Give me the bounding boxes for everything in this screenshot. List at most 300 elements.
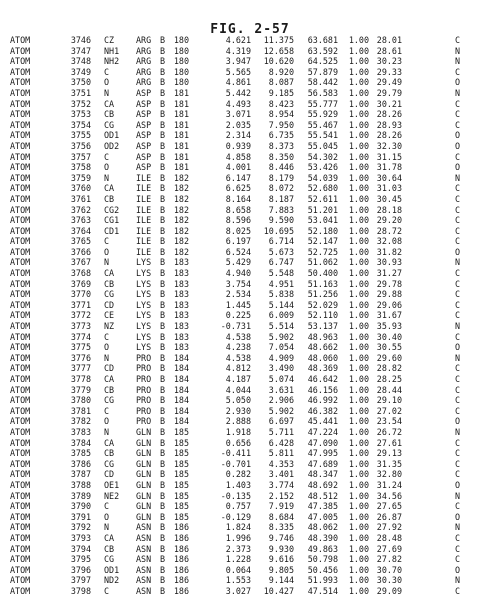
b-factor: 30.93 xyxy=(376,257,402,268)
atom-name: NH2 xyxy=(104,56,120,67)
occupancy: 1.00 xyxy=(348,35,369,45)
element-symbol: O xyxy=(455,342,461,353)
record-type: ATOM xyxy=(10,98,31,109)
element-symbol: C xyxy=(455,119,461,130)
b-factor: 30.70 xyxy=(376,564,402,575)
coord-x: 6.197 xyxy=(225,236,251,247)
b-factor: 28.61 xyxy=(376,45,402,56)
occupancy: 1.00 xyxy=(348,575,369,586)
coord-y: 8.373 xyxy=(268,140,294,151)
residue-seq: 182 xyxy=(173,172,189,183)
b-factor: 26.87 xyxy=(376,511,402,522)
coord-y: 9.185 xyxy=(268,87,294,98)
chain-id: B xyxy=(160,98,166,109)
atom-row xyxy=(0,310,500,321)
atom-row xyxy=(0,575,500,586)
record-type: ATOM xyxy=(10,384,31,395)
atom-name: NZ xyxy=(104,321,115,332)
coord-x: 4.812 xyxy=(225,363,251,374)
residue-name: ILE xyxy=(136,183,152,194)
coord-z: 47.514 xyxy=(307,585,338,596)
chain-id: B xyxy=(160,87,166,98)
coord-x: 5.429 xyxy=(225,257,251,268)
residue-name: PRO xyxy=(136,416,152,427)
residue-seq: 186 xyxy=(173,522,189,533)
chain-id: B xyxy=(160,246,166,257)
coord-z: 46.382 xyxy=(307,405,338,416)
b-factor: 35.93 xyxy=(376,321,402,332)
b-factor: 27.82 xyxy=(376,554,402,565)
atom-serial: 3748 xyxy=(70,56,91,67)
record-type: ATOM xyxy=(10,490,31,501)
residue-seq: 186 xyxy=(173,532,189,543)
b-factor: 30.45 xyxy=(376,193,402,204)
residue-seq: 182 xyxy=(173,236,189,247)
coord-z: 48.062 xyxy=(307,522,338,533)
record-type: ATOM xyxy=(10,374,31,384)
coord-z: 50.400 xyxy=(307,268,338,279)
b-factor: 31.15 xyxy=(376,151,402,162)
chain-id: B xyxy=(160,374,166,384)
atom-row xyxy=(0,448,500,459)
record-type: ATOM xyxy=(10,109,31,120)
occupancy: 1.00 xyxy=(348,448,369,459)
element-symbol: C xyxy=(455,236,461,247)
record-type: ATOM xyxy=(10,45,31,56)
coord-y: 9.616 xyxy=(268,554,294,565)
occupancy: 1.00 xyxy=(348,299,369,310)
atom-name: CD1 xyxy=(104,225,120,236)
residue-name: LYS xyxy=(136,268,152,279)
residue-name: ARG xyxy=(136,77,152,88)
coord-z: 47.385 xyxy=(307,501,338,512)
chain-id: B xyxy=(160,458,166,469)
residue-seq: 185 xyxy=(173,511,189,522)
record-type: ATOM xyxy=(10,172,31,183)
residue-seq: 182 xyxy=(173,183,189,194)
coord-y: 9.144 xyxy=(268,575,294,586)
element-symbol: C xyxy=(455,109,461,120)
occupancy: 1.00 xyxy=(348,352,369,363)
residue-seq: 186 xyxy=(173,543,189,554)
element-symbol: C xyxy=(455,363,461,374)
chain-id: B xyxy=(160,405,166,416)
element-symbol: C xyxy=(455,151,461,162)
occupancy: 1.00 xyxy=(348,151,369,162)
coord-z: 49.863 xyxy=(307,543,338,554)
atom-row xyxy=(0,438,500,449)
element-symbol: C xyxy=(455,183,461,194)
occupancy: 1.00 xyxy=(348,416,369,427)
coord-y: 5.548 xyxy=(268,268,294,279)
b-factor: 28.25 xyxy=(376,374,402,384)
residue-seq: 186 xyxy=(173,585,189,596)
occupancy: 1.00 xyxy=(348,490,369,501)
occupancy: 1.00 xyxy=(348,130,369,141)
occupancy: 1.00 xyxy=(348,183,369,194)
atom-row xyxy=(0,88,500,99)
element-symbol: C xyxy=(455,585,461,596)
coord-x: 0.225 xyxy=(225,310,251,321)
b-factor: 29.49 xyxy=(376,77,402,88)
element-symbol: C xyxy=(455,448,461,459)
residue-seq: 184 xyxy=(173,374,189,384)
atom-serial: 3768 xyxy=(70,268,91,279)
coord-z: 51.201 xyxy=(307,204,338,215)
occupancy: 1.00 xyxy=(348,45,369,56)
occupancy: 1.00 xyxy=(348,384,369,395)
atom-row xyxy=(0,321,500,332)
chain-id: B xyxy=(160,585,166,596)
element-symbol: O xyxy=(455,130,461,141)
occupancy: 1.00 xyxy=(348,98,369,109)
atom-row xyxy=(0,565,500,576)
coord-x: -0.135 xyxy=(220,490,251,501)
atom-name: CD xyxy=(104,299,115,310)
element-symbol: C xyxy=(455,331,461,342)
coord-y: 7.883 xyxy=(268,204,294,215)
atom-serial: 3763 xyxy=(70,215,91,226)
atom-serial: 3777 xyxy=(70,363,91,374)
coord-z: 56.583 xyxy=(307,87,338,98)
occupancy: 1.00 xyxy=(348,405,369,416)
b-factor: 30.21 xyxy=(376,98,402,109)
residue-seq: 180 xyxy=(173,66,189,77)
atom-name: CB xyxy=(104,448,115,459)
atom-row xyxy=(0,215,500,226)
coord-x: 4.493 xyxy=(225,98,251,109)
chain-id: B xyxy=(160,109,166,120)
residue-seq: 186 xyxy=(173,575,189,586)
atom-serial: 3749 xyxy=(70,66,91,77)
coord-z: 52.680 xyxy=(307,183,338,194)
atom-row xyxy=(0,416,500,427)
chain-id: B xyxy=(160,352,166,363)
atom-name: CA xyxy=(104,532,115,543)
atom-serial: 3760 xyxy=(70,183,91,194)
coord-z: 55.777 xyxy=(307,98,338,109)
atom-row xyxy=(0,289,500,300)
atom-serial: 3793 xyxy=(70,532,91,543)
chain-id: B xyxy=(160,363,166,374)
residue-seq: 183 xyxy=(173,342,189,353)
atom-name: CG xyxy=(104,119,115,130)
residue-name: LYS xyxy=(136,257,152,268)
atom-serial: 3789 xyxy=(70,490,91,501)
atom-serial: 3747 xyxy=(70,45,91,56)
residue-name: LYS xyxy=(136,321,152,332)
coord-x: 1.996 xyxy=(225,532,251,543)
chain-id: B xyxy=(160,501,166,512)
chain-id: B xyxy=(160,45,166,56)
element-symbol: N xyxy=(455,321,461,332)
residue-name: GLN xyxy=(136,469,152,480)
residue-name: ASP xyxy=(136,140,152,151)
residue-seq: 184 xyxy=(173,352,189,363)
atom-serial: 3764 xyxy=(70,225,91,236)
residue-name: ASP xyxy=(136,130,152,141)
coord-x: 0.656 xyxy=(225,437,251,448)
coord-y: 6.747 xyxy=(268,257,294,268)
atom-name: CE xyxy=(104,310,115,321)
atom-name: OE1 xyxy=(104,479,120,490)
coord-y: 5.811 xyxy=(268,448,294,459)
residue-name: ASN xyxy=(136,543,152,554)
chain-id: B xyxy=(160,162,166,173)
residue-name: ASN xyxy=(136,532,152,543)
residue-seq: 184 xyxy=(173,416,189,427)
occupancy: 1.00 xyxy=(348,77,369,88)
record-type: ATOM xyxy=(10,511,31,522)
coord-x: 1.445 xyxy=(225,299,251,310)
residue-name: ASP xyxy=(136,109,152,120)
atom-name: O xyxy=(104,77,110,88)
occupancy: 1.00 xyxy=(348,331,369,342)
element-symbol: C xyxy=(455,532,461,543)
b-factor: 30.30 xyxy=(376,575,402,586)
element-symbol: C xyxy=(455,35,461,45)
atom-row xyxy=(0,99,500,110)
chain-id: B xyxy=(160,172,166,183)
residue-seq: 181 xyxy=(173,130,189,141)
residue-seq: 183 xyxy=(173,268,189,279)
atom-name: O xyxy=(104,511,110,522)
residue-name: ILE xyxy=(136,215,152,226)
atom-name: N xyxy=(104,257,110,268)
residue-seq: 180 xyxy=(173,77,189,88)
occupancy: 1.00 xyxy=(348,119,369,130)
coord-z: 52.725 xyxy=(307,246,338,257)
element-symbol: C xyxy=(455,204,461,215)
residue-name: ARG xyxy=(136,45,152,56)
residue-name: ASP xyxy=(136,162,152,173)
occupancy: 1.00 xyxy=(348,564,369,575)
residue-name: ASN xyxy=(136,522,152,533)
element-symbol: O xyxy=(455,479,461,490)
occupancy: 1.00 xyxy=(348,87,369,98)
atom-name: NH1 xyxy=(104,45,120,56)
atom-name: O xyxy=(104,162,110,173)
atom-serial: 3782 xyxy=(70,416,91,427)
atom-serial: 3773 xyxy=(70,321,91,332)
residue-seq: 185 xyxy=(173,490,189,501)
coord-y: 8.179 xyxy=(268,172,294,183)
chain-id: B xyxy=(160,469,166,480)
record-type: ATOM xyxy=(10,87,31,98)
atom-serial: 3752 xyxy=(70,98,91,109)
record-type: ATOM xyxy=(10,66,31,77)
atom-serial: 3755 xyxy=(70,130,91,141)
occupancy: 1.00 xyxy=(348,109,369,120)
atom-serial: 3751 xyxy=(70,87,91,98)
atom-serial: 3767 xyxy=(70,257,91,268)
residue-name: LYS xyxy=(136,278,152,289)
atom-name: CG xyxy=(104,554,115,565)
element-symbol: C xyxy=(455,310,461,321)
atom-serial: 3756 xyxy=(70,140,91,151)
record-type: ATOM xyxy=(10,437,31,448)
coord-z: 50.798 xyxy=(307,554,338,565)
atom-row xyxy=(0,279,500,290)
atom-serial: 3753 xyxy=(70,109,91,120)
coord-x: -0.701 xyxy=(220,458,251,469)
residue-name: ASN xyxy=(136,564,152,575)
atom-serial: 3784 xyxy=(70,437,91,448)
coord-y: 3.401 xyxy=(268,469,294,480)
record-type: ATOM xyxy=(10,543,31,554)
atom-name: ND2 xyxy=(104,575,120,586)
residue-seq: 183 xyxy=(173,299,189,310)
occupancy: 1.00 xyxy=(348,246,369,257)
record-type: ATOM xyxy=(10,225,31,236)
record-type: ATOM xyxy=(10,119,31,130)
b-factor: 29.33 xyxy=(376,66,402,77)
atom-serial: 3785 xyxy=(70,448,91,459)
residue-name: LYS xyxy=(136,289,152,300)
record-type: ATOM xyxy=(10,140,31,151)
b-factor: 30.64 xyxy=(376,172,402,183)
coord-y: 5.144 xyxy=(268,299,294,310)
coord-y: 4.909 xyxy=(268,352,294,363)
coord-z: 48.963 xyxy=(307,331,338,342)
atom-row xyxy=(0,300,500,311)
atom-serial: 3762 xyxy=(70,204,91,215)
record-type: ATOM xyxy=(10,405,31,416)
coord-z: 48.369 xyxy=(307,363,338,374)
coord-y: 3.631 xyxy=(268,384,294,395)
coord-z: 48.662 xyxy=(307,342,338,353)
atom-row xyxy=(0,268,500,279)
record-type: ATOM xyxy=(10,77,31,88)
coord-x: 4.001 xyxy=(225,162,251,173)
atom-name: O xyxy=(104,342,110,353)
b-factor: 31.24 xyxy=(376,479,402,490)
atom-row xyxy=(0,173,500,184)
residue-name: GLN xyxy=(136,490,152,501)
atom-name: N xyxy=(104,522,110,533)
element-symbol: C xyxy=(455,395,461,406)
occupancy: 1.00 xyxy=(348,268,369,279)
coord-z: 53.137 xyxy=(307,321,338,332)
record-type: ATOM xyxy=(10,268,31,279)
atom-serial: 3746 xyxy=(70,35,91,45)
coord-x: 2.534 xyxy=(225,289,251,300)
atom-row xyxy=(0,522,500,533)
residue-name: GLN xyxy=(136,458,152,469)
atom-name: C xyxy=(104,585,110,596)
element-symbol: C xyxy=(455,384,461,395)
occupancy: 1.00 xyxy=(348,204,369,215)
atom-name: CA xyxy=(104,374,115,384)
coord-x: 0.064 xyxy=(225,564,251,575)
b-factor: 29.60 xyxy=(376,352,402,363)
chain-id: B xyxy=(160,278,166,289)
residue-seq: 181 xyxy=(173,140,189,151)
coord-y: 5.902 xyxy=(268,331,294,342)
coord-y: 7.950 xyxy=(268,119,294,130)
atom-name: C xyxy=(104,236,110,247)
chain-id: B xyxy=(160,554,166,565)
coord-z: 46.992 xyxy=(307,395,338,406)
coord-y: 7.054 xyxy=(268,342,294,353)
atom-row xyxy=(0,480,500,491)
atom-serial: 3781 xyxy=(70,405,91,416)
coord-z: 57.879 xyxy=(307,66,338,77)
record-type: ATOM xyxy=(10,193,31,204)
residue-seq: 185 xyxy=(173,469,189,480)
residue-name: PRO xyxy=(136,363,152,374)
chain-id: B xyxy=(160,479,166,490)
occupancy: 1.00 xyxy=(348,172,369,183)
b-factor: 31.35 xyxy=(376,458,402,469)
residue-name: ASP xyxy=(136,119,152,130)
element-symbol: O xyxy=(455,246,461,257)
coord-x: 8.658 xyxy=(225,204,251,215)
atom-name: CZ xyxy=(104,35,115,45)
atom-serial: 3766 xyxy=(70,246,91,257)
element-symbol: N xyxy=(455,575,461,586)
element-symbol: N xyxy=(455,45,461,56)
chain-id: B xyxy=(160,130,166,141)
coord-x: 0.757 xyxy=(225,501,251,512)
residue-name: ILE xyxy=(136,236,152,247)
record-type: ATOM xyxy=(10,56,31,67)
residue-seq: 184 xyxy=(173,363,189,374)
residue-name: GLN xyxy=(136,479,152,490)
coord-y: 12.658 xyxy=(263,45,294,56)
b-factor: 28.01 xyxy=(376,35,402,45)
element-symbol: C xyxy=(455,554,461,565)
element-symbol: O xyxy=(455,564,461,575)
chain-id: B xyxy=(160,119,166,130)
element-symbol: C xyxy=(455,215,461,226)
b-factor: 34.56 xyxy=(376,490,402,501)
residue-seq: 186 xyxy=(173,554,189,565)
record-type: ATOM xyxy=(10,522,31,533)
record-type: ATOM xyxy=(10,416,31,427)
coord-y: 3.774 xyxy=(268,479,294,490)
element-symbol: O xyxy=(455,77,461,88)
coord-y: 5.074 xyxy=(268,374,294,384)
coord-z: 55.467 xyxy=(307,119,338,130)
chain-id: B xyxy=(160,575,166,586)
coord-y: 5.902 xyxy=(268,405,294,416)
coord-z: 51.062 xyxy=(307,257,338,268)
occupancy: 1.00 xyxy=(348,469,369,480)
atom-name: N xyxy=(104,426,110,437)
occupancy: 1.00 xyxy=(348,310,369,321)
b-factor: 27.65 xyxy=(376,501,402,512)
residue-seq: 186 xyxy=(173,564,189,575)
record-type: ATOM xyxy=(10,35,31,45)
residue-seq: 183 xyxy=(173,289,189,300)
residue-name: LYS xyxy=(136,331,152,342)
b-factor: 29.78 xyxy=(376,278,402,289)
atom-name: O xyxy=(104,416,110,427)
atom-name: OD1 xyxy=(104,130,120,141)
chain-id: B xyxy=(160,416,166,427)
coord-x: 1.228 xyxy=(225,554,251,565)
atom-row xyxy=(0,427,500,438)
record-type: ATOM xyxy=(10,532,31,543)
chain-id: B xyxy=(160,77,166,88)
record-type: ATOM xyxy=(10,342,31,353)
chain-id: B xyxy=(160,331,166,342)
atom-serial: 3757 xyxy=(70,151,91,162)
element-symbol: C xyxy=(455,66,461,77)
occupancy: 1.00 xyxy=(348,215,369,226)
occupancy: 1.00 xyxy=(348,56,369,67)
